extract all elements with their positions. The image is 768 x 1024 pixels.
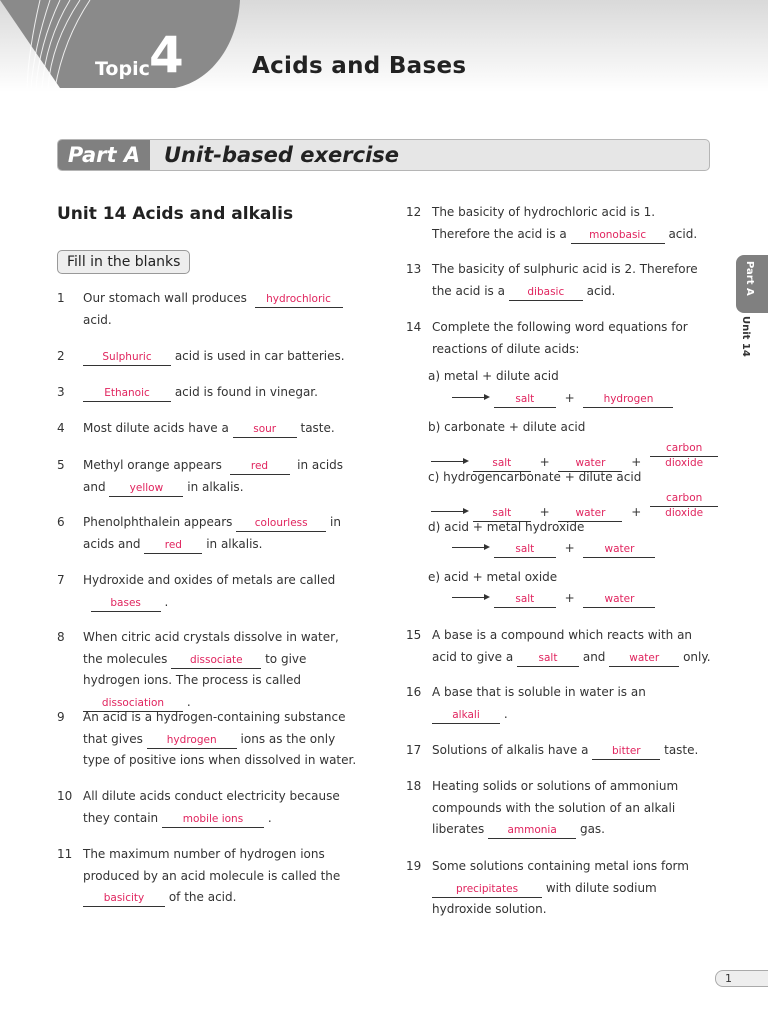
- question-text: in alkalis.: [206, 536, 263, 551]
- equation-row-c: [431, 491, 718, 519]
- answer-blank[interactable]: salt: [473, 456, 531, 472]
- question-number: 11: [57, 847, 73, 861]
- question-text: .: [186, 694, 191, 709]
- answer-blank[interactable]: sour: [233, 422, 297, 438]
- question-text: taste.: [300, 421, 335, 435]
- question-10: [57, 786, 362, 830]
- answer-blank[interactable]: salt: [494, 392, 556, 408]
- question-number: 18: [406, 779, 422, 793]
- question-text: acid is used in car batteries.: [174, 349, 345, 363]
- question-text: Hydroxide and oxides of metals are called: [83, 573, 336, 587]
- question-text: Heating solids or solutions of ammonium compounds with the solution of an alkali liberates: [432, 779, 679, 836]
- question-text: taste.: [664, 743, 699, 757]
- question-text: Phenolphthalein appears: [83, 515, 233, 529]
- question-12: [406, 202, 711, 246]
- question-number: 12: [406, 205, 422, 219]
- part-banner: [57, 139, 710, 171]
- question-text: acid.: [668, 226, 698, 241]
- question-text: only.: [683, 649, 711, 664]
- question-text: A base that is soluble in water is an: [432, 685, 646, 699]
- question-13: [406, 259, 711, 303]
- question-text: .: [267, 810, 272, 825]
- question-text: in alkalis.: [187, 479, 244, 494]
- answer-blank[interactable]: salt: [517, 651, 579, 667]
- equation-label-d: d) acid + metal hydroxide: [428, 520, 585, 534]
- question-text: acid.: [83, 312, 112, 327]
- question-text: The maximum number of hydrogen ions produced by an acid molecule is called the: [83, 847, 341, 883]
- equation-row-d: [452, 541, 655, 561]
- plus-sign: +: [631, 505, 642, 519]
- plus-sign: +: [539, 505, 550, 519]
- answer-blank[interactable]: ammonia: [488, 823, 576, 839]
- question-text: acid.: [586, 283, 616, 298]
- answer-blank[interactable]: water: [558, 506, 622, 522]
- question-number: 6: [57, 515, 65, 529]
- question-number: 14: [406, 320, 422, 334]
- question-text: and: [582, 649, 606, 664]
- answer-blank[interactable]: yellow: [109, 481, 183, 497]
- answer-blank[interactable]: hydrogen: [147, 733, 237, 749]
- answer-blank[interactable]: monobasic: [571, 228, 665, 244]
- question-number: 1: [57, 291, 65, 305]
- arrow-icon: [452, 592, 490, 602]
- question-number: 3: [57, 385, 65, 399]
- question-text: gas.: [579, 822, 605, 836]
- answer-blank[interactable]: Sulphuric: [83, 350, 171, 366]
- section-tag: Fill in the blanks: [57, 250, 190, 274]
- question-text: Most dilute acids have a: [83, 421, 229, 435]
- question-text: .: [503, 706, 508, 721]
- question-6: [57, 512, 362, 556]
- question-19: [406, 856, 711, 922]
- answer-blank[interactable]: salt: [494, 542, 556, 558]
- question-8: [57, 627, 362, 709]
- question-9: [57, 707, 362, 773]
- answer-blank[interactable]: red: [230, 459, 290, 475]
- equation-row-e: [452, 591, 655, 611]
- question-text: Some solutions containing metal ions form: [432, 859, 689, 873]
- question-number: 17: [406, 743, 422, 757]
- question-18: [406, 776, 711, 842]
- question-number: 13: [406, 262, 422, 276]
- answer-blank[interactable]: water: [583, 542, 655, 558]
- answer-blank[interactable]: water: [609, 651, 679, 667]
- equation-label-a: a) metal + dilute acid: [428, 369, 559, 383]
- equation-label-e: e) acid + metal oxide: [428, 570, 558, 584]
- answer-blank[interactable]: basicity: [83, 891, 165, 907]
- part-label: Part A: [58, 140, 150, 170]
- question-15: [406, 625, 711, 669]
- question-16: [406, 682, 711, 726]
- equation-label-b: b) carbonate + dilute acid: [428, 420, 586, 434]
- question-text: A base is a compound which reacts with an acid to give a: [432, 628, 693, 664]
- question-text: of the acid.: [168, 890, 237, 904]
- page-number: 1: [715, 970, 768, 987]
- answer-blank[interactable]: bitter: [592, 744, 660, 760]
- side-part-tab: [736, 255, 768, 313]
- question-text: .: [164, 594, 169, 609]
- side-part-label: Part A: [744, 261, 755, 296]
- question-text: Complete the following word equations for reactions of dilute acids:: [432, 320, 688, 356]
- question-14: [406, 317, 711, 361]
- answer-blank[interactable]: precipitates: [432, 882, 542, 898]
- equation-label-c: c) hydrogencarbonate + dilute acid: [428, 470, 642, 484]
- answer-blank[interactable]: dissociation: [83, 696, 183, 712]
- question-text: An acid is a hydrogen-containing substance that gives: [83, 710, 346, 746]
- answer-blank[interactable]: carbon dioxide: [650, 491, 718, 507]
- answer-blank[interactable]: dissociate: [171, 653, 261, 669]
- answer-blank[interactable]: water: [558, 456, 622, 472]
- question-11: [57, 844, 362, 910]
- answer-blank[interactable]: hydrogen: [583, 392, 673, 408]
- question-number: 19: [406, 859, 422, 873]
- arrow-icon: [452, 392, 490, 402]
- question-3: [57, 382, 362, 404]
- part-title: Unit-based exercise: [164, 143, 400, 167]
- answer-blank[interactable]: red: [144, 538, 202, 554]
- answer-blank[interactable]: salt: [473, 506, 531, 522]
- question-7: [57, 570, 362, 614]
- question-text: in acids and: [83, 515, 341, 551]
- answer-blank[interactable]: alkali: [432, 708, 500, 724]
- plus-sign: +: [631, 455, 642, 469]
- answer-blank[interactable]: Ethanoic: [83, 386, 171, 402]
- question-17: [406, 740, 711, 762]
- question-2: [57, 346, 362, 368]
- question-text: Methyl orange appears: [83, 458, 222, 472]
- question-number: 15: [406, 628, 422, 642]
- question-text: in acids and: [83, 458, 344, 494]
- question-text: ions as the only type of positive ions when dissolved in water.: [83, 731, 357, 767]
- question-5: [57, 455, 362, 499]
- question-text: All dilute acids conduct electricity because they contain: [83, 789, 340, 825]
- topic-number: 4: [149, 26, 184, 84]
- plus-sign: +: [564, 591, 575, 605]
- plus-sign: +: [539, 455, 550, 469]
- question-text: When citric acid crystals dissolve in water, the molecules: [83, 630, 339, 666]
- arrow-icon: [431, 456, 469, 466]
- unit-heading: Unit 14 Acids and alkalis: [57, 204, 294, 224]
- question-number: 10: [57, 789, 73, 803]
- page-title: Acids and Bases: [252, 53, 467, 79]
- arrow-icon: [452, 542, 490, 552]
- side-unit-label: Unit 14: [740, 316, 751, 357]
- question-4: [57, 418, 362, 440]
- answer-blank[interactable]: bases: [91, 596, 161, 612]
- answer-blank[interactable]: carbon dioxide: [650, 441, 718, 457]
- question-number: 5: [57, 458, 65, 472]
- question-number: 2: [57, 349, 65, 363]
- topic-label: Topic: [95, 58, 150, 80]
- question-number: 8: [57, 630, 65, 644]
- arrow-icon: [431, 506, 469, 516]
- question-number: 7: [57, 573, 65, 587]
- equation-row-a: [452, 391, 673, 411]
- question-text: to give hydrogen ions. The process is called: [83, 651, 307, 687]
- question-text: Our stomach wall produces: [83, 291, 247, 305]
- answer-blank[interactable]: water: [583, 592, 655, 608]
- answer-blank[interactable]: salt: [494, 592, 556, 608]
- question-text: acid is found in vinegar.: [174, 385, 318, 399]
- question-number: 9: [57, 710, 65, 724]
- question-text: with dilute sodium hydroxide solution.: [432, 880, 657, 916]
- plus-sign: +: [564, 391, 575, 405]
- plus-sign: +: [564, 541, 575, 555]
- question-1: [57, 288, 362, 332]
- answer-blank[interactable]: colourless: [236, 516, 326, 532]
- question-text: The basicity of hydrochloric acid is 1. Therefore the acid is a: [432, 205, 656, 241]
- question-number: 16: [406, 685, 422, 699]
- answer-blank[interactable]: hydrochloric: [255, 292, 343, 308]
- question-text: The basicity of sulphuric acid is 2. Therefore the acid is a: [432, 262, 698, 298]
- question-number: 4: [57, 421, 65, 435]
- answer-blank[interactable]: dibasic: [509, 285, 583, 301]
- answer-blank[interactable]: mobile ions: [162, 812, 264, 828]
- question-text: Solutions of alkalis have a: [432, 743, 589, 757]
- equation-row-b: [431, 441, 718, 469]
